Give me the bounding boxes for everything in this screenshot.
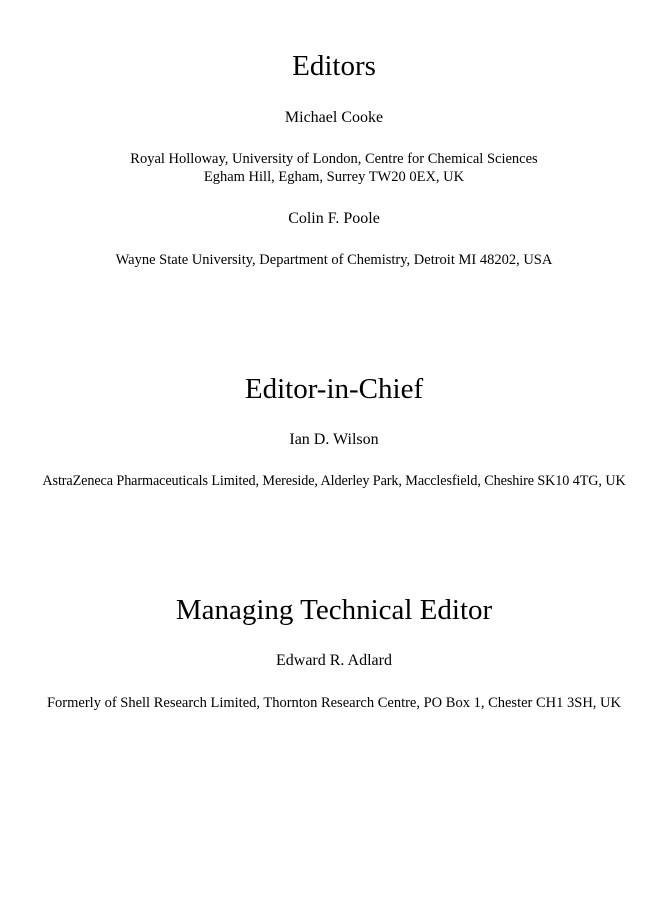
managing-technical-editor-heading: Managing Technical Editor — [175, 594, 493, 626]
editor-name-michael-cooke: Michael Cooke — [284, 109, 384, 126]
editor-affiliation-line: Egham Hill, Egham, Surrey TW20 0EX, UK — [203, 169, 465, 185]
editor-affiliation-line: Royal Holloway, University of London, Centre for Chemical Sciences — [130, 151, 538, 167]
editor-name-colin-poole: Colin F. Poole — [288, 210, 380, 227]
editor-in-chief-affiliation-line: AstraZeneca Pharmaceuticals Limited, Mereside, Alderley Park, Macclesfield, Cheshire SK10 4TG, UK — [42, 473, 626, 489]
editor-affiliation-line: Wayne State University, Department of Chemistry, Detroit MI 48202, USA — [115, 252, 553, 268]
editors-heading: Editors — [292, 50, 376, 82]
managing-technical-editor-affiliation-line: Formerly of Shell Research Limited, Thornton Research Centre, PO Box 1, Chester CH1 3SH, UK — [46, 695, 621, 711]
editor-in-chief-name: Ian D. Wilson — [289, 431, 379, 448]
managing-technical-editor-name: Edward R. Adlard — [276, 652, 392, 669]
editor-in-chief-heading: Editor-in-Chief — [244, 373, 424, 405]
